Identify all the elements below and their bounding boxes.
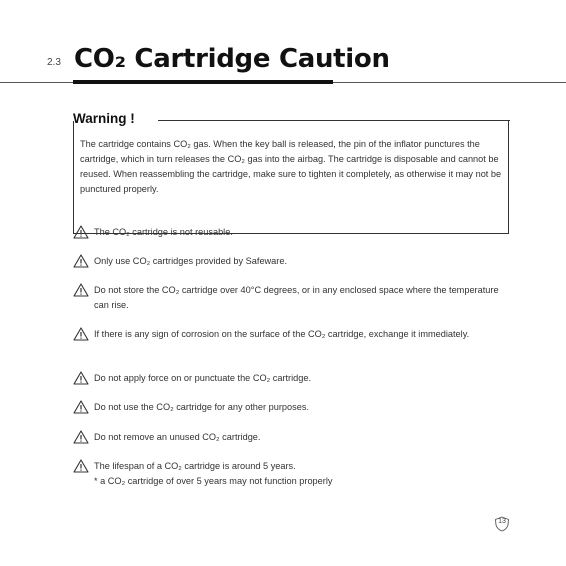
caution-item — [73, 254, 503, 269]
caution-note: * a CO₂ cartridge of over 5 years may not function properly — [94, 476, 333, 486]
warning-triangle-icon — [73, 371, 89, 385]
caution-item — [73, 283, 503, 313]
caution-item — [73, 400, 503, 415]
caution-text: The CO₂ cartridge is not reusable. — [94, 227, 233, 237]
page-number: 13 — [498, 518, 506, 525]
caution-item — [73, 459, 503, 489]
warning-triangle-icon — [73, 254, 89, 268]
warning-label: Warning ! — [73, 111, 135, 126]
warning-triangle-icon — [73, 283, 89, 297]
warning-triangle-icon — [73, 400, 89, 414]
caution-text: The lifespan of a CO₂ cartridge is around 5 years. — [94, 461, 296, 471]
section-number: 2.3 — [47, 57, 61, 68]
warning-text: The cartridge contains CO₂ gas. When the key ball is released, the pin of the inflator punctures the cartridge, which in turn releases the CO₂ gas into the airbag. The cartridge is disposable and cannot be reused. When reassembling the cartridge, make sure to tighten it completely, as otherwise it may not be punctured properly. — [80, 139, 502, 194]
caution-item — [73, 327, 503, 342]
caution-text-group — [94, 459, 332, 489]
warning-triangle-icon — [73, 225, 89, 239]
caution-text: Do not apply force on or punctuate the CO₂ cartridge. — [94, 373, 312, 383]
title-underline — [73, 80, 333, 84]
page-title: CO₂ Cartridge Caution — [74, 44, 390, 74]
caution-text: Only use CO₂ cartridges provided by Safeware. — [94, 256, 288, 266]
caution-text: Do not remove an unused CO₂ cartridge. — [94, 432, 261, 442]
caution-item — [73, 225, 503, 240]
warning-triangle-icon — [73, 327, 89, 341]
warning-triangle-icon — [73, 430, 89, 444]
caution-item — [73, 430, 503, 445]
caution-text: If there is any sign of corrosion on the surface of the CO₂ cartridge, exchange it immediately. — [94, 329, 470, 339]
caution-text: Do not store the CO₂ cartridge over 40°C degrees, or in any enclosed space where the temperature can rise. — [94, 285, 499, 310]
warning-triangle-icon — [73, 459, 89, 473]
caution-item — [73, 371, 503, 386]
caution-text: Do not use the CO₂ cartridge for any other purposes. — [94, 402, 309, 412]
